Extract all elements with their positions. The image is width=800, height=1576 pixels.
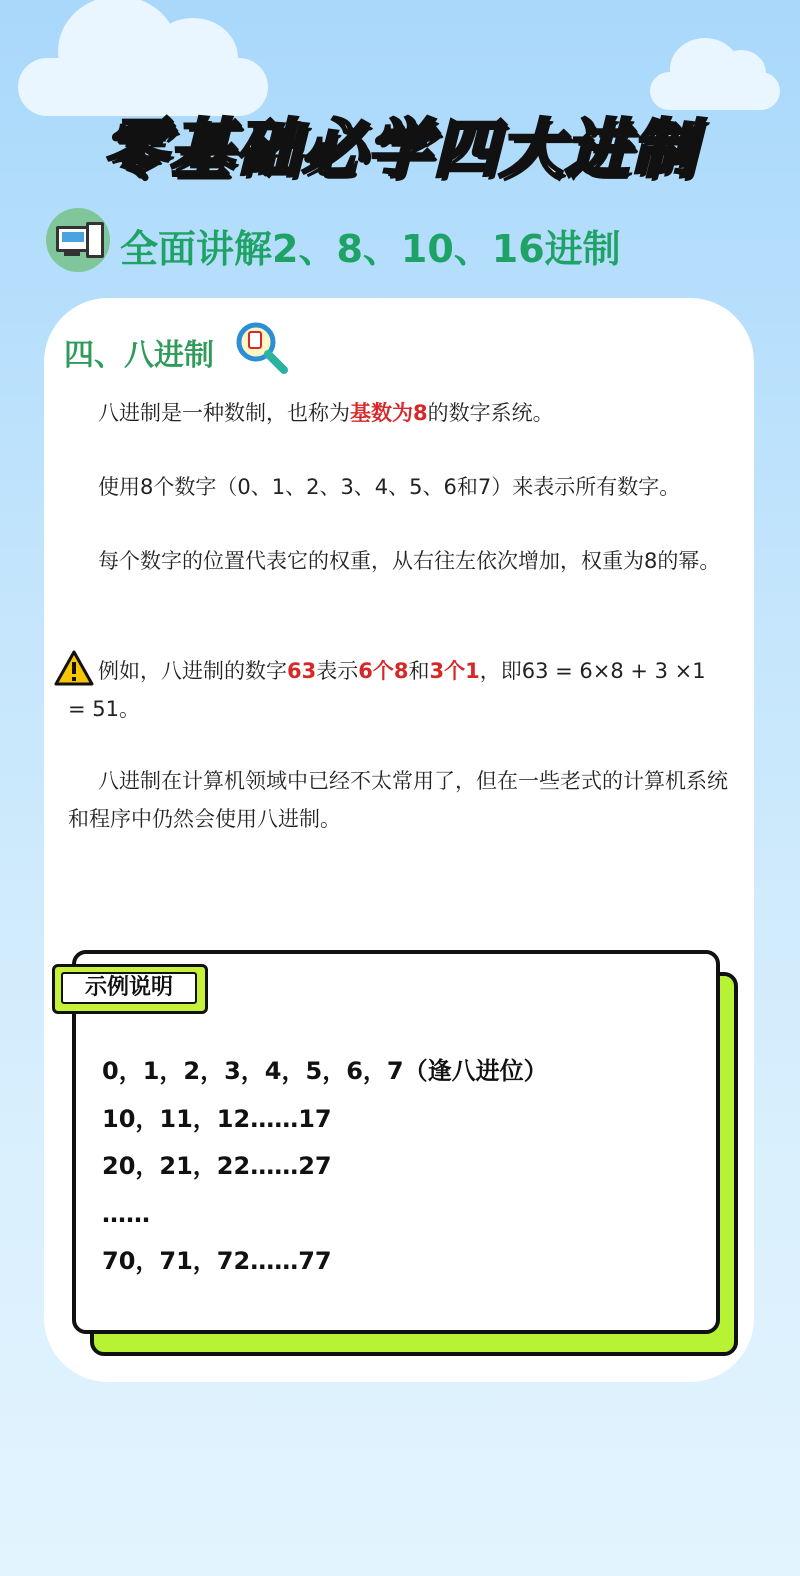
example-line: 70，71，72……77 <box>102 1247 332 1275</box>
example-line: 20，21，22……27 <box>102 1152 332 1180</box>
paragraph-digits: 使用8个数字（0、1、2、3、4、5、6和7）来表示所有数字。 <box>98 475 681 499</box>
page-subtitle: 全面讲解2、8、10、16进制 <box>120 227 621 271</box>
page-title: 零基础必学四大进制 <box>103 113 697 187</box>
highlight-base-8: 基数为8 <box>350 401 428 425</box>
computer-icon <box>46 208 110 272</box>
paragraph-definition: 八进制是一种数制，也称为基数为8的数字系统。 <box>98 401 554 425</box>
example-line: …… <box>102 1199 150 1228</box>
section-title: 四、八进制 <box>64 338 214 373</box>
paragraph-example: 例如，八进制的数字63表示6个8和3个1，即63 = 6×8 + 3 ×1 = 51。 <box>68 659 706 721</box>
paragraph-weight: 每个数字的位置代表它的权重，从右往左依次增加，权重为8的幂。 <box>98 549 721 573</box>
example-tag <box>52 964 208 1014</box>
example-line: 10，11，12……17 <box>102 1104 332 1133</box>
paragraph-usage: 八进制在计算机领域中已经不太常用了，但在一些老式的计算机系统和程序中仍然会使用八进制。 <box>68 769 728 831</box>
magnifier-icon <box>234 320 290 376</box>
highlight-63: 63 <box>287 659 317 683</box>
example-line: 0，1，2，3，4，5，6，7（逢八进位） <box>102 1057 548 1085</box>
highlight-three-ones: 3个1 <box>429 659 480 683</box>
example-list <box>102 1048 548 1286</box>
highlight-six-eights: 6个8 <box>358 659 409 683</box>
example-tag-label: 示例说明 <box>61 972 197 1004</box>
